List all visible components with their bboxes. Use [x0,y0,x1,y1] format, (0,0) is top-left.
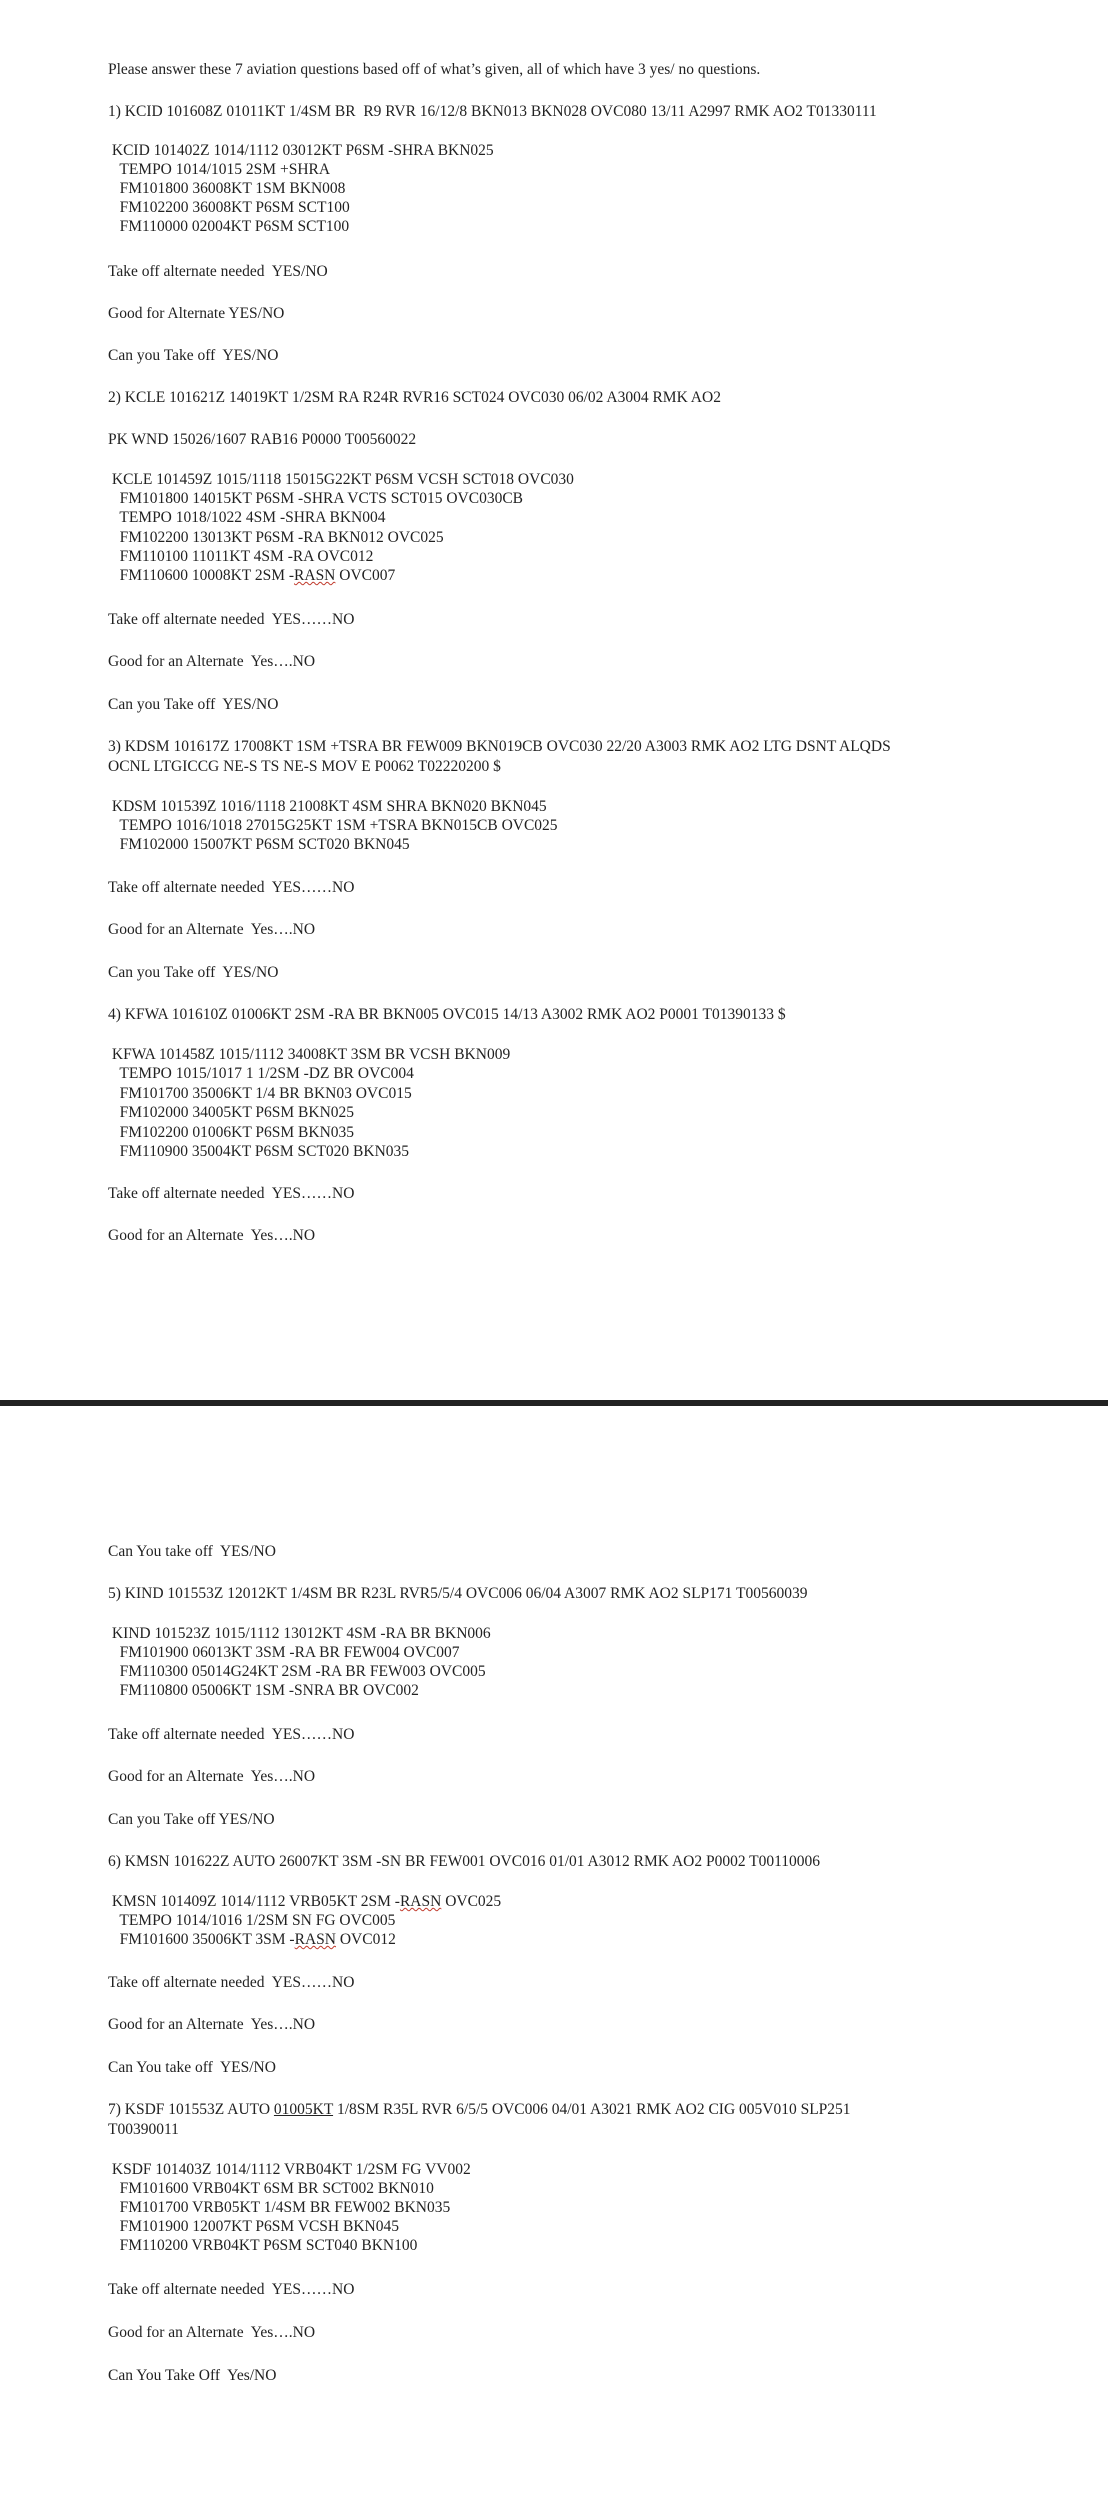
q2-remark: PK WND 15026/1607 RAB16 P0000 T00560022 [108,431,417,448]
q6-taf-line: FM101600 35006KT 3SM -RASN OVC012 [108,1931,396,1948]
q2-question-takeoff-alternate: Take off alternate needed YES……NO [108,611,355,628]
q7-taf-line: FM110200 VRB04KT P6SM SCT040 BKN100 [108,2237,418,2254]
q3-question-can-takeoff: Can you Take off YES/NO [108,964,279,981]
q5-taf-line: FM110300 05014G24KT 2SM -RA BR FEW003 OVC005 [108,1663,486,1680]
q1-question-takeoff-alternate: Take off alternate needed YES/NO [108,263,328,280]
q3-taf-line: FM102000 15007KT P6SM SCT020 BKN045 [108,836,410,853]
q7-question-good-alternate: Good for an Alternate Yes….NO [108,2324,316,2341]
q5-taf-line: KIND 101523Z 1015/1112 13012KT 4SM -RA BR BKN006 [108,1625,491,1642]
q2-taf-line: FM110100 11011KT 4SM -RA OVC012 [108,548,374,565]
q1-taf-line: FM102200 36008KT P6SM SCT100 [108,199,350,216]
q2-taf-line: FM102200 13013KT P6SM -RA BKN012 OVC025 [108,529,444,546]
q1-taf-line: KCID 101402Z 1014/1112 03012KT P6SM -SHRA BKN025 [108,142,494,159]
q4-question-good-alternate: Good for an Alternate Yes….NO [108,1227,316,1244]
q2-question-good-alternate: Good for an Alternate Yes….NO [108,653,316,670]
q1-metar: 1) KCID 101608Z 01011KT 1/4SM BR R9 RVR 16/12/8 BKN013 BKN028 OVC080 13/11 A2997 RMK AO2 T01330111 [108,103,877,120]
document-page-2 [0,1406,1108,2506]
q2-taf-line: FM110600 10008KT 2SM -RASN OVC007 [108,567,396,584]
q7-question-can-takeoff: Can You Take Off Yes/NO [108,2367,277,2384]
q7-metar-continued: T00390011 [108,2121,179,2138]
q4-taf-line: FM110900 35004KT P6SM SCT020 BKN035 [108,1143,410,1160]
q2-taf-line: KCLE 101459Z 1015/1118 15015G22KT P6SM VCSH SCT018 OVC030 [108,471,574,488]
q3-question-takeoff-alternate: Take off alternate needed YES……NO [108,879,355,896]
q3-metar-continued: OCNL LTGICCG NE-S TS NE-S MOV E P0062 T02220200 $ [108,758,501,775]
q2-question-can-takeoff: Can you Take off YES/NO [108,696,279,713]
q1-question-good-alternate: Good for Alternate YES/NO [108,305,285,322]
q4-question-takeoff-alternate: Take off alternate needed YES……NO [108,1185,355,1202]
q4-question-can-takeoff: Can You take off YES/NO [108,1543,276,1560]
q6-question-takeoff-alternate: Take off alternate needed YES……NO [108,1974,355,1991]
q3-taf-line: TEMPO 1016/1018 27015G25KT 1SM +TSRA BKN015CB OVC025 [108,817,558,834]
q4-taf-line: TEMPO 1015/1017 1 1/2SM -DZ BR OVC004 [108,1065,414,1082]
q7-taf-line: FM101600 VRB04KT 6SM BR SCT002 BKN010 [108,2180,434,2197]
q3-question-good-alternate: Good for an Alternate Yes….NO [108,921,316,938]
q6-question-can-takeoff: Can You take off YES/NO [108,2059,276,2076]
q3-taf-line: KDSM 101539Z 1016/1118 21008KT 4SM SHRA BKN020 BKN045 [108,798,547,815]
q1-taf-line: FM110000 02004KT P6SM SCT100 [108,218,350,235]
q3-metar: 3) KDSM 101617Z 17008KT 1SM +TSRA BR FEW009 BKN019CB OVC030 22/20 A3003 RMK AO2 LTG DSNT ALQDS [108,738,891,755]
q4-taf-line: KFWA 101458Z 1015/1112 34008KT 3SM BR VCSH BKN009 [108,1046,511,1063]
q4-metar: 4) KFWA 101610Z 01006KT 2SM -RA BR BKN005 OVC015 14/13 A3002 RMK AO2 P0001 T01390133 $ [108,1006,786,1023]
q4-taf-line: FM102200 01006KT P6SM BKN035 [108,1124,355,1141]
q5-taf-line: FM110800 05006KT 1SM -SNRA BR OVC002 [108,1682,419,1699]
q2-taf-line: FM101800 14015KT P6SM -SHRA VCTS SCT015 OVC030CB [108,490,524,507]
intro-text: Please answer these 7 aviation questions based off of what’s given, all of which have 3 yes/ no questions. [108,61,761,78]
q5-question-good-alternate: Good for an Alternate Yes….NO [108,1768,316,1785]
q1-question-can-takeoff: Can you Take off YES/NO [108,347,279,364]
q7-taf-line: KSDF 101403Z 1014/1112 VRB04KT 1/2SM FG VV002 [108,2161,471,2178]
q4-taf-line: FM101700 35006KT 1/4 BR BKN03 OVC015 [108,1085,412,1102]
q4-taf-line: FM102000 34005KT P6SM BKN025 [108,1104,355,1121]
q7-taf-line: FM101700 VRB05KT 1/4SM BR FEW002 BKN035 [108,2199,451,2216]
q2-metar: 2) KCLE 101621Z 14019KT 1/2SM RA R24R RVR16 SCT024 OVC030 06/02 A3004 RMK AO2 [108,389,721,406]
q5-metar: 5) KIND 101553Z 12012KT 1/4SM BR R23L RVR5/5/4 OVC006 06/04 A3007 RMK AO2 SLP171 T00560039 [108,1585,808,1602]
q7-taf-line: FM101900 12007KT P6SM VCSH BKN045 [108,2218,399,2235]
q1-taf-line: TEMPO 1014/1015 2SM +SHRA [108,161,331,178]
q5-taf-line: FM101900 06013KT 3SM -RA BR FEW004 OVC007 [108,1644,460,1661]
q6-question-good-alternate: Good for an Alternate Yes….NO [108,2016,316,2033]
q7-question-takeoff-alternate: Take off alternate needed YES……NO [108,2281,355,2298]
q6-taf-line: KMSN 101409Z 1014/1112 VRB05KT 2SM -RASN OVC025 [108,1893,502,1910]
q2-taf-line: TEMPO 1018/1022 4SM -SHRA BKN004 [108,509,386,526]
q6-metar: 6) KMSN 101622Z AUTO 26007KT 3SM -SN BR FEW001 OVC016 01/01 A3012 RMK AO2 P0002 T00110006 [108,1853,821,1870]
q7-metar: 7) KSDF 101553Z AUTO 01005KT 1/8SM R35L RVR 6/5/5 OVC006 04/01 A3021 RMK AO2 CIG 005V010 SLP251 [108,2101,851,2118]
q5-question-takeoff-alternate: Take off alternate needed YES……NO [108,1726,355,1743]
q6-taf-line: TEMPO 1014/1016 1/2SM SN FG OVC005 [108,1912,396,1929]
q1-taf-line: FM101800 36008KT 1SM BKN008 [108,180,346,197]
q5-question-can-takeoff: Can you Take off YES/NO [108,1811,275,1828]
